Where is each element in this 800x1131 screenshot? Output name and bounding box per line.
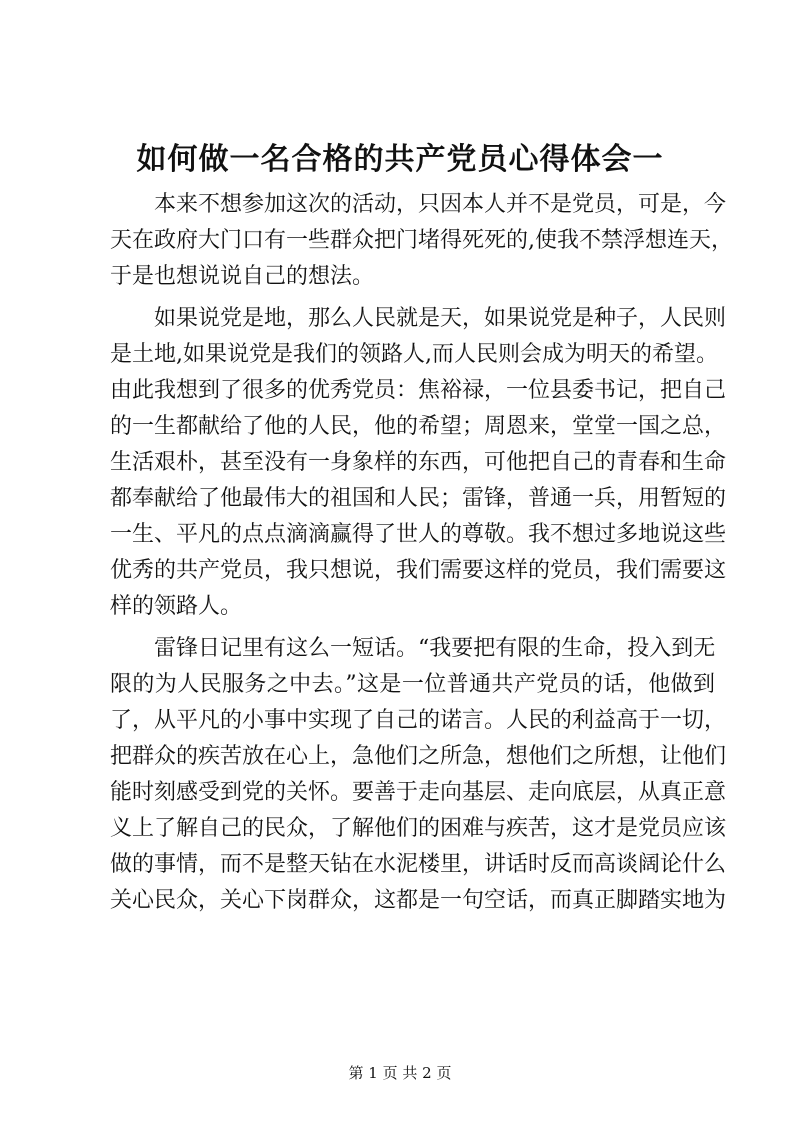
document-title: 如何做一名合格的共产党员心得体会一	[136, 142, 664, 177]
text-line: 限的为人民服务之中去。”这是一位普通共产党员的话，他做到	[110, 672, 715, 697]
paragraph	[110, 187, 733, 295]
text-line: 能时刻感受到党的关怀。要善于走向基层、走向底层，从真正意	[110, 780, 727, 805]
paragraph	[110, 301, 727, 625]
text-line: 的一生都献给了他的人民，他的希望；周恩来，堂堂一国之总，	[110, 414, 727, 439]
paragraph	[110, 631, 727, 919]
text-line: 由此我想到了很多的优秀党员：焦裕禄，一位县委书记，把自己	[110, 378, 727, 403]
text-line: 都奉献给了他最伟大的祖国和人民；雷锋，普通一兵，用暂短的	[110, 486, 727, 511]
text-line: 了，从平凡的小事中实现了自己的诺言。人民的利益高于一切，	[110, 708, 727, 733]
text-line: 本来不想参加这次的活动，只因本人并不是党员，可是，今	[154, 192, 727, 217]
text-line: 做的事情，而不是整天钻在水泥楼里，讲话时反而高谈阔论什么	[110, 852, 727, 877]
text-line: 一生、平凡的点点滴滴赢得了世人的尊敬。我不想过多地说这些	[110, 522, 727, 547]
text-line: 把群众的疾苦放在心上，急他们之所急，想他们之所想，让他们	[110, 744, 727, 769]
text-line: 如果说党是地，那么人民就是天，如果说党是种子，人民则	[154, 306, 727, 331]
text-line: 是土地,如果说党是我们的领路人,而人民则会成为明天的希望。	[110, 342, 718, 367]
text-line: 生活艰朴，甚至没有一身象样的东西，可他把自己的青春和生命	[110, 450, 727, 475]
text-line: 样的领路人。	[110, 594, 243, 619]
document-body	[110, 187, 733, 925]
text-line: 天在政府大门口有一些群众把门堵得死死的,使我不禁浮想连天，	[110, 228, 733, 253]
text-line: 优秀的共产党员，我只想说，我们需要这样的党员，我们需要这	[110, 558, 727, 583]
text-line: 雷锋日记里有这么一短话。“我要把有限的生命，投入到无	[154, 636, 716, 661]
text-line: 于是也想说说自己的想法。	[110, 264, 375, 289]
text-line: 义上了解自己的民众，了解他们的困难与疾苦，这才是党员应该	[110, 816, 727, 841]
page-number-footer: 第 1 页 共 2 页	[348, 1064, 452, 1082]
text-line: 关心民众，关心下岗群众，这都是一句空话，而真正脚踏实地为	[110, 888, 727, 913]
